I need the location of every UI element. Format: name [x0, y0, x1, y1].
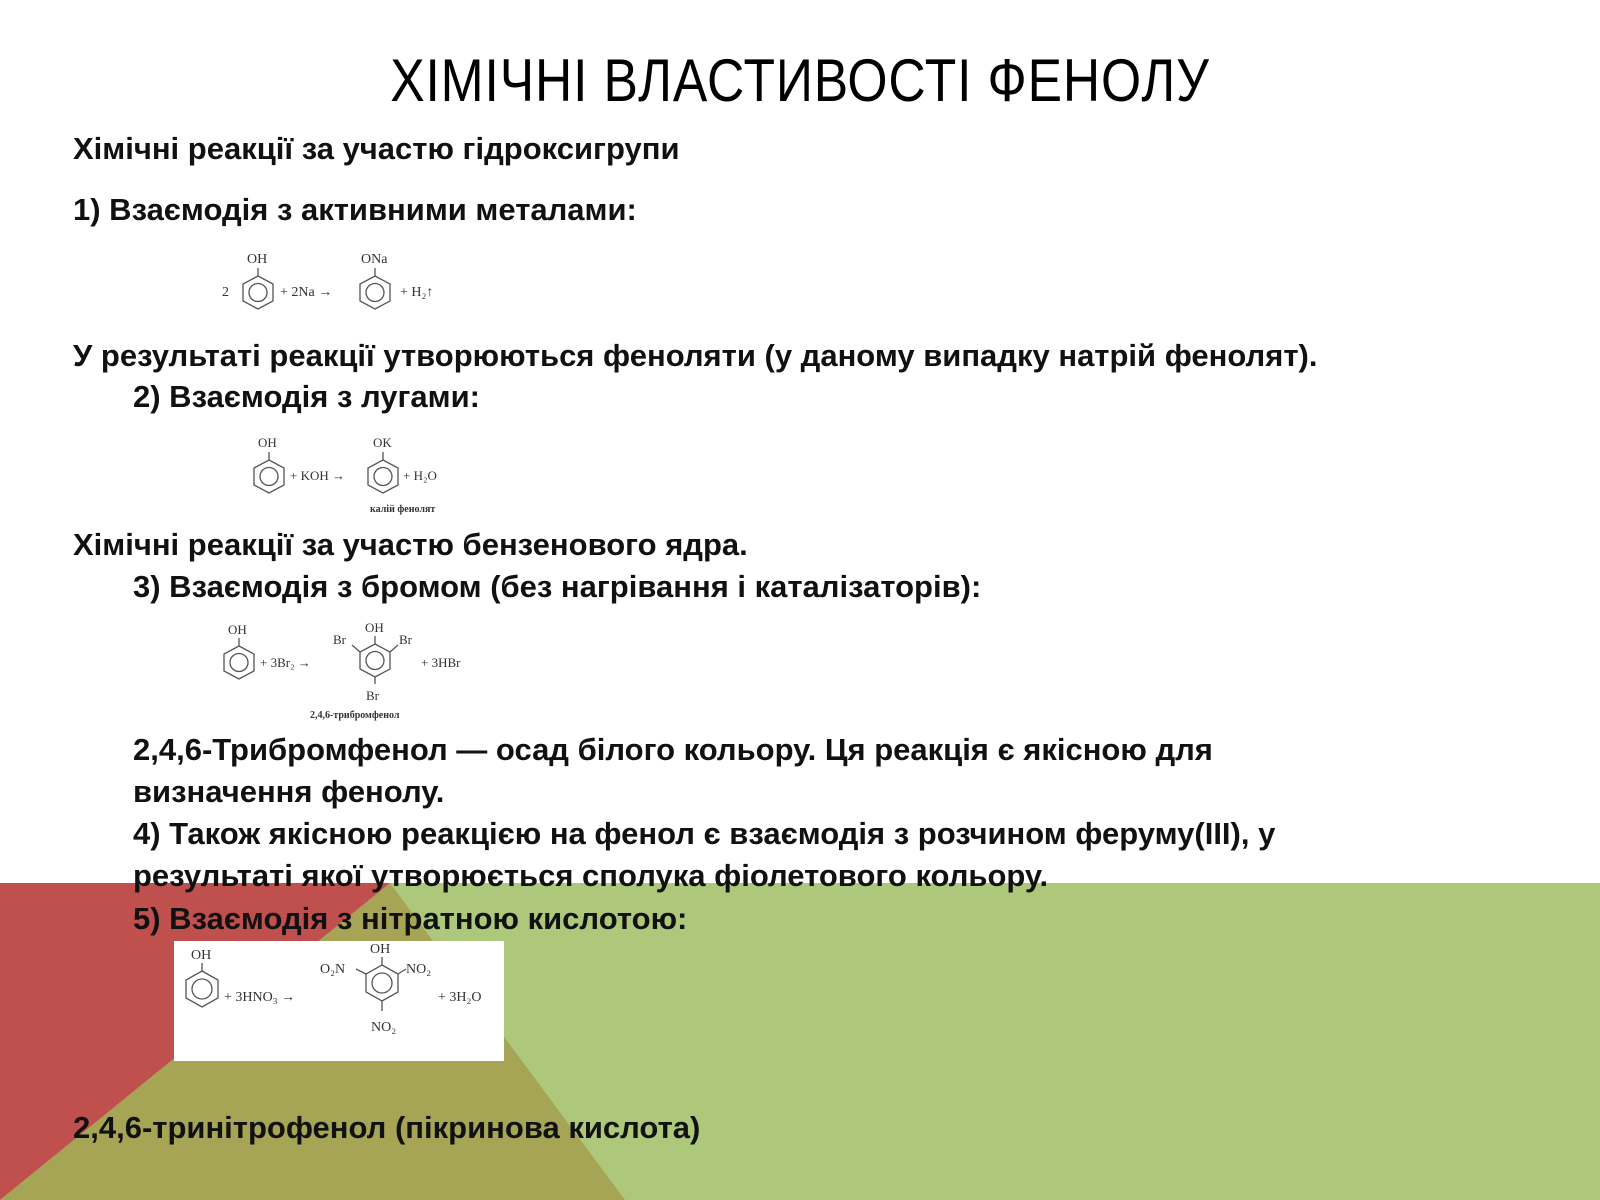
benzene-ring-picric-acid: [356, 957, 406, 1011]
reaction5-product-bottom: NO₂: [371, 1020, 397, 1035]
reaction5-byproduct: + 3H₂O: [438, 990, 482, 1005]
reaction2-substrate-group: OH: [258, 435, 277, 450]
reaction5-product-left: O₂N: [320, 962, 346, 977]
reaction3-product-right: Br: [399, 632, 412, 647]
benzene-ring-tribromophenol: [352, 636, 398, 684]
reaction3-substrate-group: OH: [228, 622, 247, 637]
result-picric-acid: 2,4,6-тринітрофенол (пікринова кислота): [73, 1110, 701, 1145]
reaction1-reagent: + 2Na →: [280, 285, 333, 300]
item-ferric-line2: результаті якої утворюється сполука фіолетового кольору.: [133, 858, 1049, 893]
item-alkalis: 2) Взаємодія з лугами:: [133, 379, 480, 414]
reaction2-product-name: калій фенолят: [370, 504, 436, 515]
reaction3-product-left: Br: [333, 632, 346, 647]
reaction1-coefficient: 2: [222, 285, 229, 300]
slide-title: ХІМІЧНІ ВЛАСТИВОСТІ ФЕНОЛУ: [390, 47, 1210, 114]
reaction1-product-group: ONa: [361, 252, 388, 267]
benzene-ring-phenol: [186, 963, 218, 1007]
reaction5-product-right: NO₂: [406, 962, 432, 977]
benzene-ring-phenol: [254, 452, 284, 493]
item-bromine: 3) Взаємодія з бромом (без нагрівання і каталізаторів):: [133, 569, 982, 604]
reaction3-reagent: + 3Br₂ →: [260, 655, 311, 670]
result-tribromophenol-line1: 2,4,6-Трибромфенол — осад білого кольору. Ця реакція є якісною для: [133, 732, 1213, 767]
reaction1-substrate-group: OH: [247, 252, 268, 267]
benzene-ring-phenol: [224, 638, 254, 679]
reaction5-reagent: + 3HNO₃ →: [224, 990, 296, 1005]
item-ferric-line1: 4) Також якісною реакцією на фенол є взаємодія з розчином феруму(III), у: [133, 816, 1276, 851]
reaction1-byproduct: + H₂↑: [400, 285, 434, 300]
item-nitric-acid: 5) Взаємодія з нітратною кислотою:: [133, 901, 688, 936]
reaction5-product-group: OH: [370, 942, 391, 957]
benzene-ring-phenolate: [360, 268, 390, 309]
heading-benzene-ring-reactions: Хімічні реакції за участю бензенового ядра.: [73, 527, 748, 562]
reaction3-product-group: OH: [365, 620, 384, 635]
reaction2-reagent: + KOH →: [290, 468, 345, 483]
result-phenolates: У результаті реакції утворюються феноляти (у даному випадку натрій фенолят).: [73, 338, 1318, 373]
reaction2-product-group: OK: [373, 435, 392, 450]
item-active-metals: 1) Взаємодія з активними металами:: [73, 192, 637, 227]
reaction3-byproduct: + 3HBr: [421, 655, 461, 670]
reaction3-product-name: 2,4,6-трибромфенол: [310, 710, 400, 721]
reaction3-product-bottom: Br: [366, 688, 379, 703]
result-tribromophenol-line2: визначення фенолу.: [133, 774, 445, 809]
reaction-bromine-scheme: [215, 620, 485, 725]
reaction-koh-scheme: [245, 432, 475, 517]
reaction5-substrate-group: OH: [191, 948, 212, 963]
heading-hydroxy-reactions: Хімічні реакції за участю гідроксигрупи: [73, 131, 680, 166]
reaction2-byproduct: + H₂O: [403, 468, 437, 483]
benzene-ring-phenol: [243, 268, 273, 309]
reaction-nitric-scheme: [174, 941, 504, 1061]
reaction-sodium-scheme: [220, 248, 460, 323]
benzene-ring-phenolate: [368, 452, 398, 493]
